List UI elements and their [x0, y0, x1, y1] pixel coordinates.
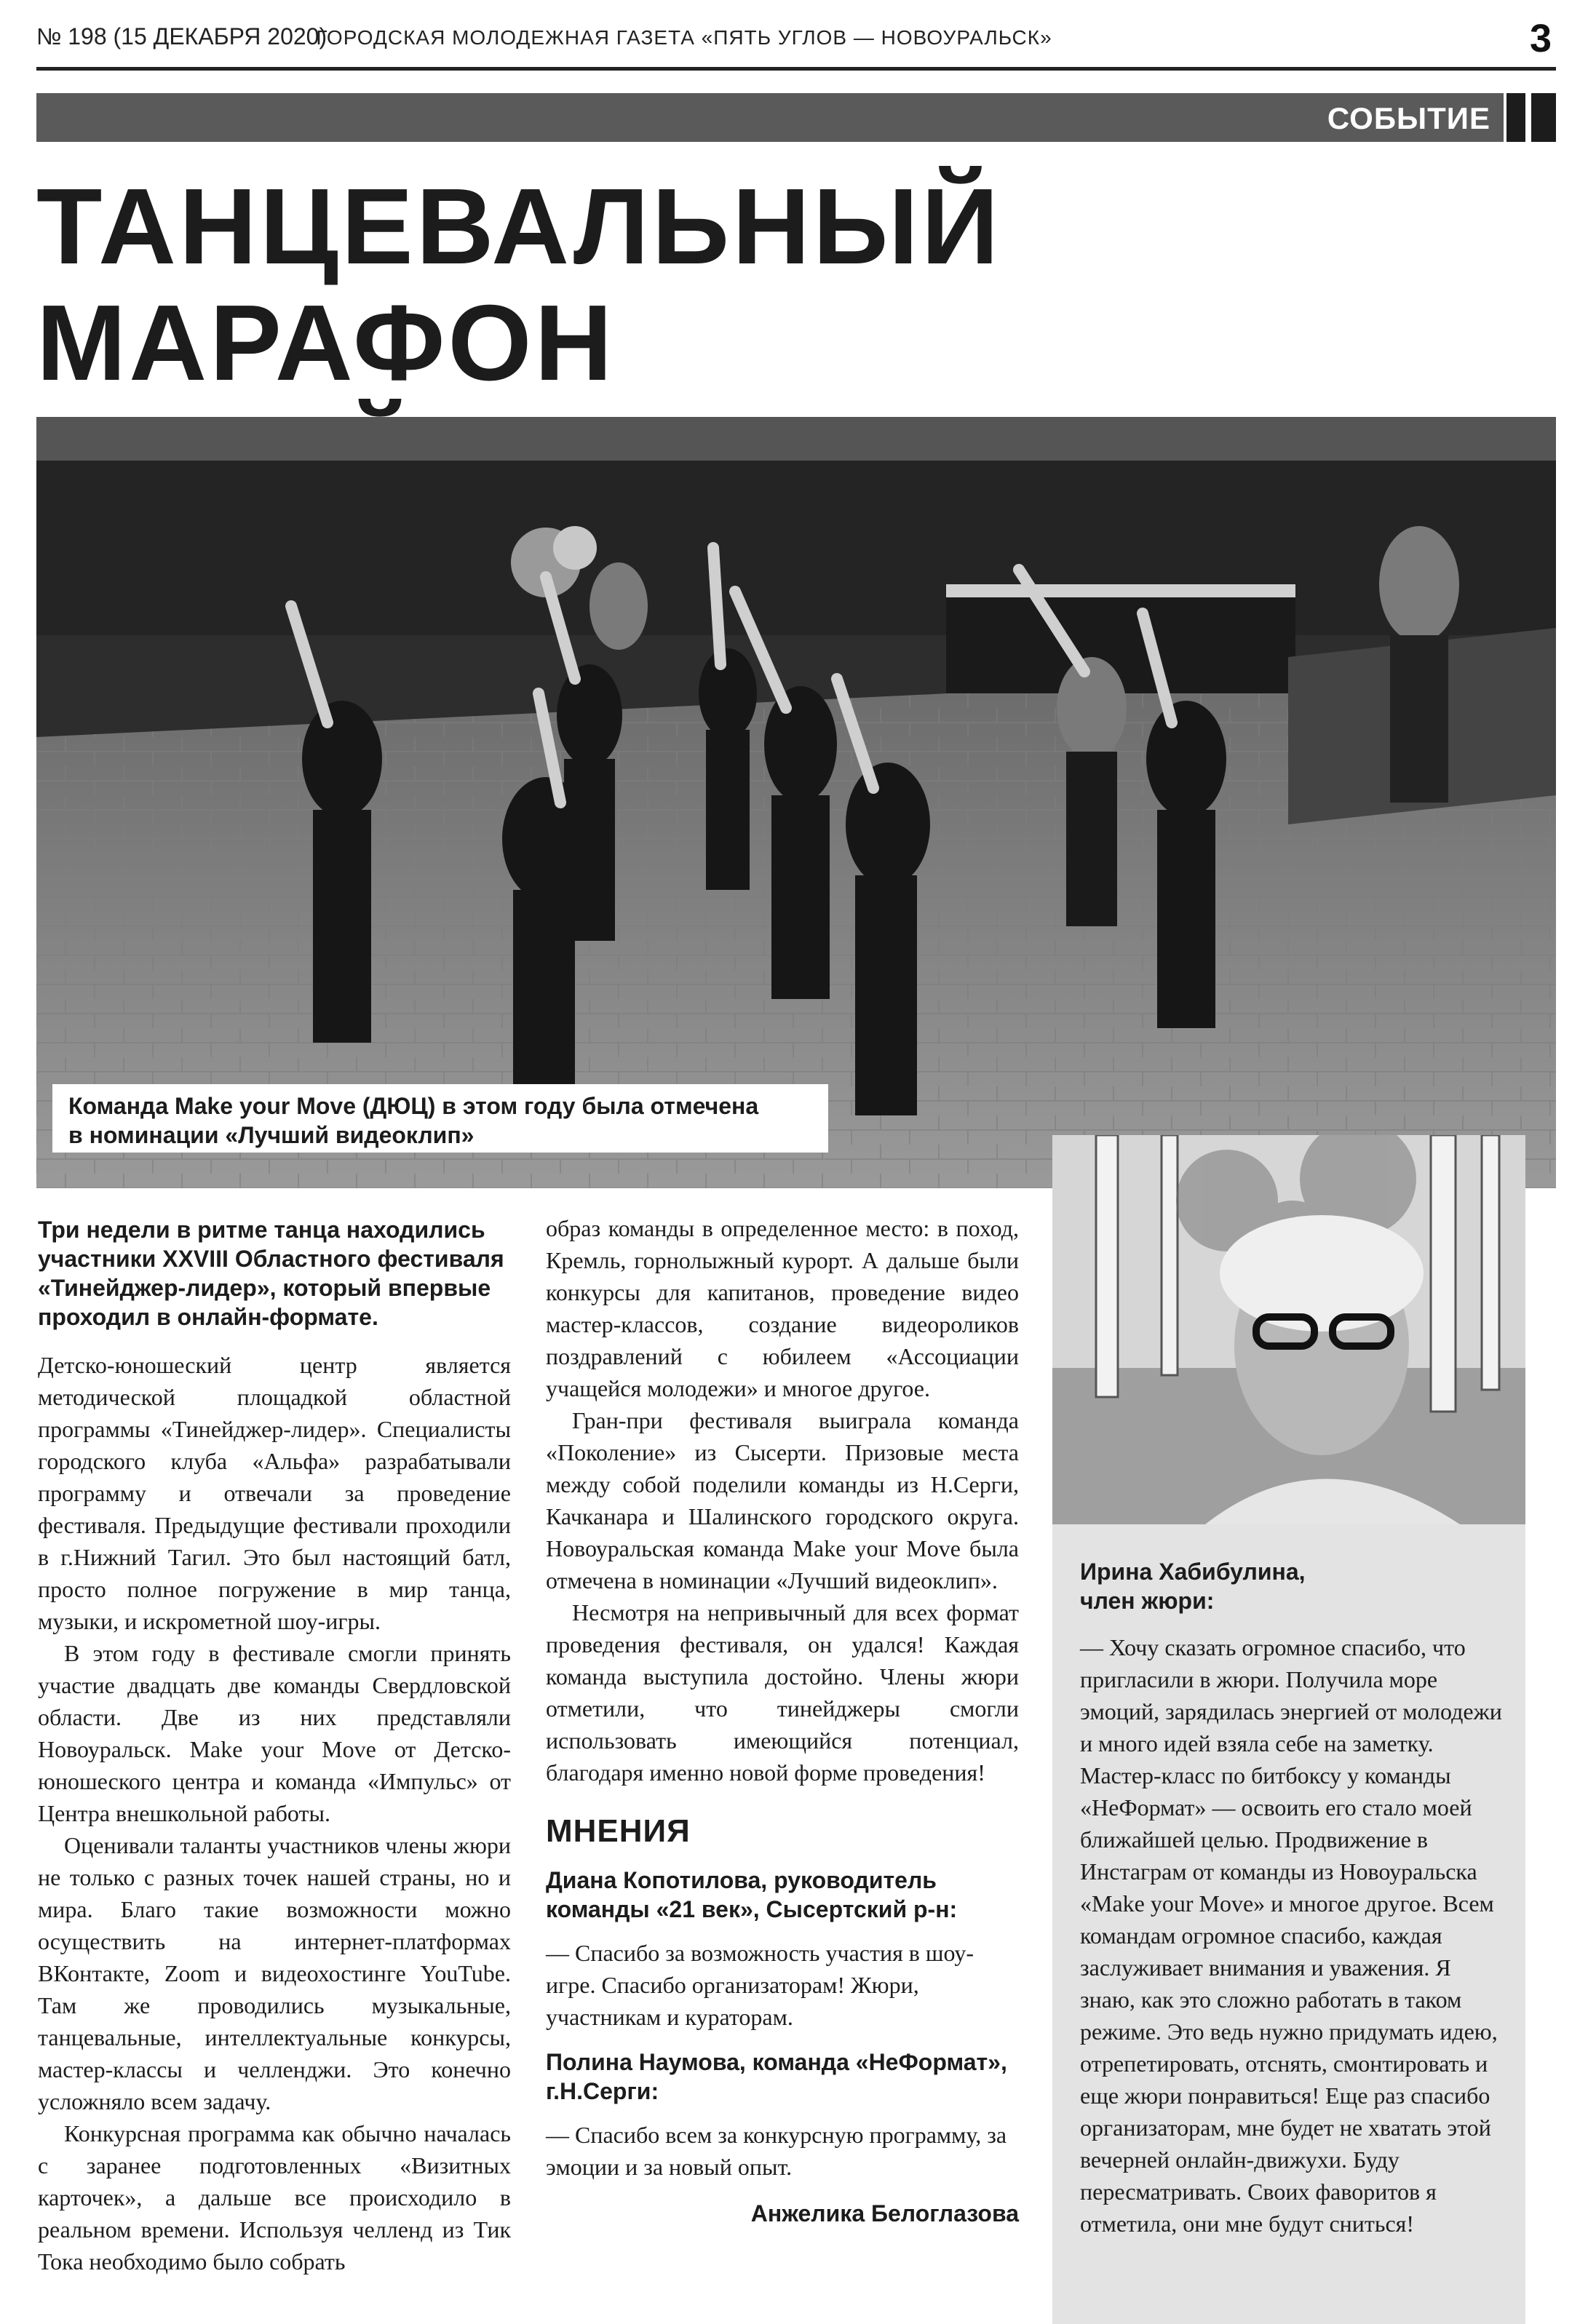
- article-author: Анжелика Белоглазова: [750, 2200, 1019, 2226]
- opinion-author: Диана Копотилова, руководитель команды «21 век», Сысертский р-н:: [546, 1867, 958, 1922]
- page-header: [36, 0, 1556, 73]
- photo-caption-line: в номинации «Лучший видеоклип»: [68, 1122, 475, 1148]
- photo-caption: [52, 1084, 828, 1153]
- section-label: СОБЫТИЕ: [1327, 101, 1490, 135]
- jury-member-photo: [1052, 1135, 1525, 1524]
- article-paragraph: В этом году в фестивале смогли принять участие двадцать две команды Свердловской области. Две из них представляли Новоуральск. Make your Move от Детско-юношеского центра и команда «Импульс» от Центра внешкольной работы.: [38, 1640, 511, 1826]
- jury-quote-sidebar: [1052, 1135, 1525, 2324]
- issue-number: № 198 (15 ДЕКАБРЯ 2020): [36, 23, 327, 49]
- article-paragraph: Оценивали таланты участников члены жюри не только с разных точек нашей страны, но и мира. Благо такие возможности можно осуществить на интернет-платформах ВКонтакте, Zoom и видеохостинге YouTube. Там же проводились музыкальные, танцевальные, интеллектуальные конкурсы, мастер-классы и челленджи. Это конечно усложняло всем задачу.: [38, 1832, 511, 2114]
- article-paragraph: Детско-юношеский центр является методической площадкой областной программы «Тинейджер-лидер». Специалисты городского клуба «Альфа» разрабатывали программу и отвечали за проведение фестиваля. Предыдущие фестивали проходили в г.Нижний Тагил. Это был настоящий батл, просто полное погружение в мир танца, музыки, и искрометной шоу-игры.: [38, 1352, 511, 1634]
- jury-member-name: [1080, 1557, 1502, 1615]
- opinions-heading: МНЕНИЯ: [546, 1813, 691, 1849]
- header-rule: [36, 67, 1556, 71]
- portrait-photo-graphic: [1052, 1135, 1525, 1524]
- article-paragraph: Гран-при фестиваля выиграла команда «Поколение» из Сысерти. Призовые места между собой поделили команды из Н.Серги, Качканара и Шалинского городского округа. Новоуральская команда Make your Move была отмечена в номинации «Лучший видеоклип».: [546, 1407, 1019, 1593]
- jury-role-line: член жюри:: [1080, 1588, 1215, 1614]
- section-bar-decor: [1531, 93, 1556, 142]
- headline-line: ТАНЦЕВАЛЬНЫЙ МАРАФОН: [36, 167, 1002, 403]
- main-photo: [36, 417, 1556, 1188]
- article-paragraph: Конкурсная программа как обычно началась с заранее подготовленных «Визитных карточек», а дальше все происходило в реальном времени. Используя челленд из Тик Тока необходимо было собрать: [38, 2120, 511, 2275]
- photo-caption-line: Команда Make your Move (ДЮЦ) в этом году была отмечена: [68, 1093, 759, 1119]
- article-paragraph: Несмотря на непривычный для всех формат проведения фестиваля, он удался! Каждая команда выступила достойно. Члены жюри отметили, что тинейджеры смогли использовать имеющийся потенциал, благодаря именно новой форме проведения!: [546, 1599, 1019, 1786]
- jury-quote: [1080, 1631, 1509, 2240]
- article-paragraph: образ команды в определенное место: в поход, Кремль, горнолыжный курорт. А дальше были конкурсы для капитанов, проведение видео мастер-классов, создание видеороликов поздравлений с юбилеем «Ассоциации учащейся молодежи» и многое другое.: [546, 1215, 1019, 1401]
- jury-name-line: Ирина Хабибулина,: [1080, 1559, 1306, 1585]
- dance-team-photo-graphic: [36, 417, 1556, 1188]
- opinion-author: Полина Наумова, команда «НеФормат», г.Н.Серги:: [546, 2049, 1007, 2104]
- page-number: 3: [1529, 17, 1552, 60]
- opinion-text: — Спасибо всем за конкурсную программу, за эмоции и за новый опыт.: [546, 2122, 1007, 2180]
- article-column-1: [38, 1215, 511, 2277]
- jury-quote-text: — Хочу сказать огромное спасибо, что пригласили в жюри. Получила море эмоций, зарядилась энергией от молодежи и много идей взяла себе на заметку. Мастер-класс по битбоксу у команды «НеФормат» — освоить его стало моей ближайшей целью. Продвижение в Инстаграм от команды из Новоуральска «Make your Move» и многое другое. Всем командам огромное спасибо, каждая заслуживает внимания и уважения. Я знаю, как это сложно работать в таком режиме. Это ведь нужно придумать идею, отрепетировать, отснять, смонтировать и еще жюри понравиться! Еще раз спасибо организаторам, мне будет не хватать этой вечерней онлайн-движухи. Буду пересматривать. Своих фаворитов я отметила, они мне будут сниться!: [1080, 1634, 1502, 2237]
- section-band: [36, 93, 1504, 142]
- article-column-2: [546, 1212, 1019, 2229]
- opinion-text: — Спасибо за возможность участия в шоу-игре. Спасибо организаторам! Жюри, участникам и кураторам.: [546, 1940, 974, 2030]
- article-lede: Три недели в ритме танца находились участники XXVIII Областного фестиваля «Тинейджер-лидер», который впервые проходил в онлайн-формате.: [38, 1217, 504, 1330]
- newspaper-name: ГОРОДСКАЯ МОЛОДЕЖНАЯ ГАЗЕТА «ПЯТЬ УГЛОВ — НОВОУРАЛЬСК»: [316, 26, 1052, 49]
- section-bar-decor: [1506, 93, 1525, 142]
